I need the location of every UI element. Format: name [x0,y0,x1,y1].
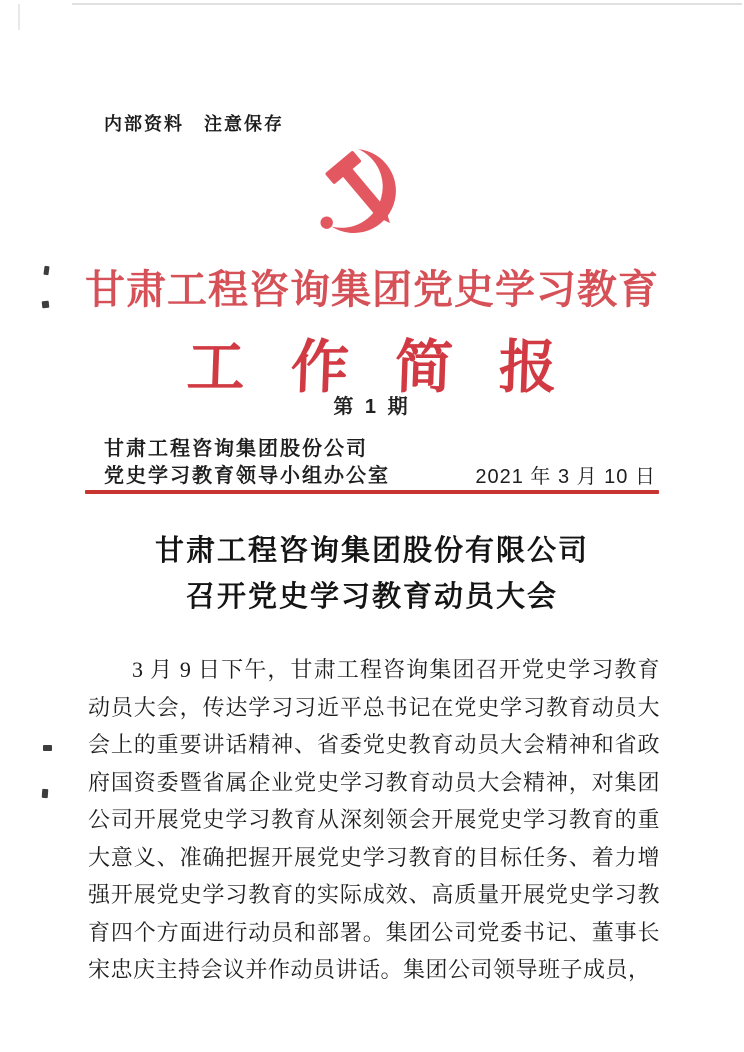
article-title [0,528,744,620]
org-line-2: 党史学习教育领导小组办公室 [104,465,390,487]
article-title-line-2: 召开党史学习教育动员大会 [185,581,558,613]
issue-date: 2021 年 3 月 10 日 [475,466,656,488]
org-line-1: 甘肃工程咨询集团股份公司 [104,438,368,460]
issue-number: 第 1 期 [333,396,411,418]
party-emblem-icon [320,146,406,242]
issuing-organization [104,436,390,490]
scan-speck [42,789,49,798]
bulletin-title-calligraphy: 工作简报 [185,335,604,400]
scan-edge-artifact [72,3,742,5]
article-paragraph: 3 月 9 日下午，甘肃工程咨询集团召开党史学习教育动员大会，传达学习习近平总书记在党史学习教育动员大会上的重要讲话精神、省委党史教育动员大会精神和省政府国资委暨省属企业党史学习教育动员大会精神，对集团公司开展党史学习教育从深刻领会开展党史学习教育的重大意义、准确把握开展党史学习教育的目标任务、着力增强开展党史学习教育的实际成效、高质量开展党史学习教育四个方面进行动员和部署。集团公司党委书记、董事长宋忠庆主持会议并作动员讲话。集团公司领导班子成员， [88,657,660,982]
classification-label: 内部资料 注意保存 [104,114,284,134]
masthead-divider-rule [85,490,659,494]
banner-title: 甘肃工程咨询集团党史学习教育 [85,267,659,312]
article-title-line-1: 甘肃工程咨询集团股份有限公司 [154,535,589,567]
scan-speck [43,745,52,751]
masthead-row [104,436,656,490]
scan-edge-artifact [18,4,20,30]
